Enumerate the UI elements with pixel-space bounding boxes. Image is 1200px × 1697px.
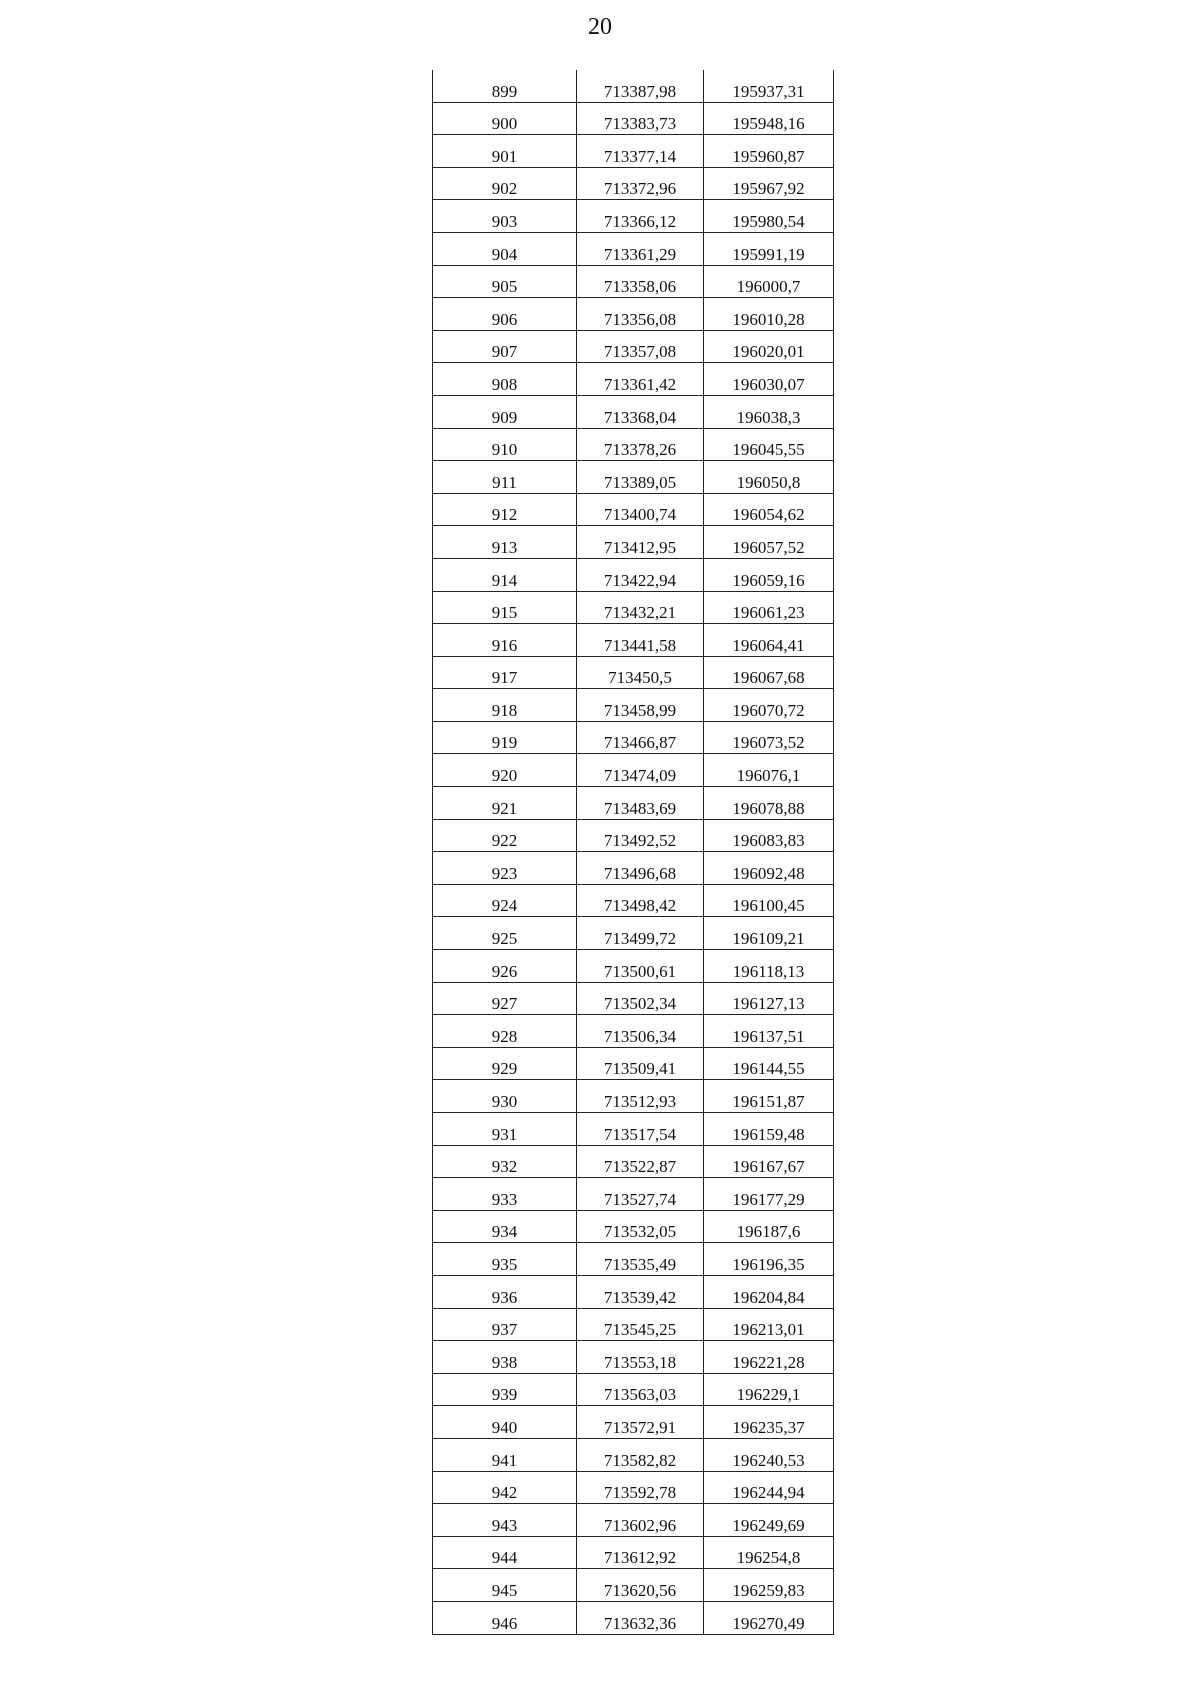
coordinates-table	[432, 70, 834, 1635]
table-row	[433, 1243, 834, 1276]
y-coordinate-cell: 196118,13	[704, 950, 834, 983]
point-number-cell: 920	[433, 754, 577, 787]
point-number-cell: 934	[433, 1210, 577, 1243]
point-number-cell: 916	[433, 624, 577, 657]
point-number-cell: 942	[433, 1471, 577, 1504]
point-number-cell: 922	[433, 819, 577, 852]
table-row	[433, 265, 834, 298]
table-row	[433, 493, 834, 526]
x-coordinate-cell: 713466,87	[577, 721, 704, 754]
y-coordinate-cell: 196240,53	[704, 1438, 834, 1471]
y-coordinate-cell: 196073,52	[704, 721, 834, 754]
y-coordinate-cell: 196000,7	[704, 265, 834, 298]
point-number-cell: 932	[433, 1145, 577, 1178]
point-number-cell: 901	[433, 135, 577, 168]
point-number-cell: 933	[433, 1178, 577, 1211]
x-coordinate-cell: 713377,14	[577, 135, 704, 168]
table-row	[433, 950, 834, 983]
x-coordinate-cell: 713356,08	[577, 298, 704, 331]
point-number-cell: 945	[433, 1569, 577, 1602]
x-coordinate-cell: 713502,34	[577, 982, 704, 1015]
table-row	[433, 102, 834, 135]
y-coordinate-cell: 195967,92	[704, 167, 834, 200]
table-row	[433, 1047, 834, 1080]
y-coordinate-cell: 196127,13	[704, 982, 834, 1015]
x-coordinate-cell: 713361,42	[577, 363, 704, 396]
point-number-cell: 909	[433, 395, 577, 428]
x-coordinate-cell: 713422,94	[577, 558, 704, 591]
x-coordinate-cell: 713387,98	[577, 70, 704, 102]
table-row	[433, 852, 834, 885]
y-coordinate-cell: 196187,6	[704, 1210, 834, 1243]
x-coordinate-cell: 713400,74	[577, 493, 704, 526]
x-coordinate-cell: 713412,95	[577, 526, 704, 559]
y-coordinate-cell: 196070,72	[704, 689, 834, 722]
point-number-cell: 928	[433, 1015, 577, 1048]
table-row	[433, 884, 834, 917]
x-coordinate-cell: 713535,49	[577, 1243, 704, 1276]
x-coordinate-cell: 713539,42	[577, 1275, 704, 1308]
point-number-cell: 921	[433, 787, 577, 820]
point-number-cell: 914	[433, 558, 577, 591]
point-number-cell: 944	[433, 1536, 577, 1569]
x-coordinate-cell: 713612,92	[577, 1536, 704, 1569]
point-number-cell: 946	[433, 1601, 577, 1634]
x-coordinate-cell: 713582,82	[577, 1438, 704, 1471]
x-coordinate-cell: 713366,12	[577, 200, 704, 233]
point-number-cell: 930	[433, 1080, 577, 1113]
table-row	[433, 1504, 834, 1537]
table-row	[433, 461, 834, 494]
coordinates-table-body	[433, 70, 834, 1634]
x-coordinate-cell: 713500,61	[577, 950, 704, 983]
x-coordinate-cell: 713545,25	[577, 1308, 704, 1341]
x-coordinate-cell: 713483,69	[577, 787, 704, 820]
y-coordinate-cell: 196235,37	[704, 1406, 834, 1439]
x-coordinate-cell: 713498,42	[577, 884, 704, 917]
y-coordinate-cell: 195991,19	[704, 232, 834, 265]
x-coordinate-cell: 713532,05	[577, 1210, 704, 1243]
y-coordinate-cell: 196045,55	[704, 428, 834, 461]
y-coordinate-cell: 196078,88	[704, 787, 834, 820]
table-row	[433, 1341, 834, 1374]
point-number-cell: 929	[433, 1047, 577, 1080]
y-coordinate-cell: 196100,45	[704, 884, 834, 917]
table-row	[433, 1536, 834, 1569]
x-coordinate-cell: 713358,06	[577, 265, 704, 298]
point-number-cell: 911	[433, 461, 577, 494]
x-coordinate-cell: 713378,26	[577, 428, 704, 461]
x-coordinate-cell: 713441,58	[577, 624, 704, 657]
y-coordinate-cell: 196057,52	[704, 526, 834, 559]
point-number-cell: 908	[433, 363, 577, 396]
table-row	[433, 232, 834, 265]
point-number-cell: 907	[433, 330, 577, 363]
point-number-cell: 905	[433, 265, 577, 298]
point-number-cell: 902	[433, 167, 577, 200]
point-number-cell: 943	[433, 1504, 577, 1537]
y-coordinate-cell: 196196,35	[704, 1243, 834, 1276]
x-coordinate-cell: 713368,04	[577, 395, 704, 428]
y-coordinate-cell: 196030,07	[704, 363, 834, 396]
y-coordinate-cell: 196204,84	[704, 1275, 834, 1308]
x-coordinate-cell: 713620,56	[577, 1569, 704, 1602]
y-coordinate-cell: 195960,87	[704, 135, 834, 168]
point-number-cell: 912	[433, 493, 577, 526]
point-number-cell: 931	[433, 1113, 577, 1146]
point-number-cell: 904	[433, 232, 577, 265]
x-coordinate-cell: 713361,29	[577, 232, 704, 265]
table-row	[433, 135, 834, 168]
point-number-cell: 918	[433, 689, 577, 722]
x-coordinate-cell: 713527,74	[577, 1178, 704, 1211]
y-coordinate-cell: 196229,1	[704, 1373, 834, 1406]
table-row	[433, 624, 834, 657]
y-coordinate-cell: 196213,01	[704, 1308, 834, 1341]
y-coordinate-cell: 196244,94	[704, 1471, 834, 1504]
point-number-cell: 941	[433, 1438, 577, 1471]
table-row	[433, 1178, 834, 1211]
x-coordinate-cell: 713512,93	[577, 1080, 704, 1113]
y-coordinate-cell: 195980,54	[704, 200, 834, 233]
y-coordinate-cell: 196076,1	[704, 754, 834, 787]
table-row	[433, 819, 834, 852]
table-row	[433, 1080, 834, 1113]
y-coordinate-cell: 196167,67	[704, 1145, 834, 1178]
x-coordinate-cell: 713563,03	[577, 1373, 704, 1406]
point-number-cell: 919	[433, 721, 577, 754]
table-row	[433, 787, 834, 820]
table-row	[433, 167, 834, 200]
x-coordinate-cell: 713592,78	[577, 1471, 704, 1504]
y-coordinate-cell: 196092,48	[704, 852, 834, 885]
table-row	[433, 591, 834, 624]
table-row	[433, 298, 834, 331]
point-number-cell: 926	[433, 950, 577, 983]
x-coordinate-cell: 713509,41	[577, 1047, 704, 1080]
x-coordinate-cell: 713372,96	[577, 167, 704, 200]
table-row	[433, 558, 834, 591]
point-number-cell: 925	[433, 917, 577, 950]
y-coordinate-cell: 196054,62	[704, 493, 834, 526]
y-coordinate-cell: 196221,28	[704, 1341, 834, 1374]
table-row	[433, 1015, 834, 1048]
table-row	[433, 1210, 834, 1243]
table-row	[433, 1438, 834, 1471]
y-coordinate-cell: 196083,83	[704, 819, 834, 852]
x-coordinate-cell: 713517,54	[577, 1113, 704, 1146]
x-coordinate-cell: 713432,21	[577, 591, 704, 624]
table-row	[433, 1373, 834, 1406]
table-row	[433, 395, 834, 428]
table-row	[433, 1308, 834, 1341]
x-coordinate-cell: 713496,68	[577, 852, 704, 885]
point-number-cell: 935	[433, 1243, 577, 1276]
y-coordinate-cell: 196010,28	[704, 298, 834, 331]
point-number-cell: 927	[433, 982, 577, 1015]
y-coordinate-cell: 196038,3	[704, 395, 834, 428]
y-coordinate-cell: 195937,31	[704, 70, 834, 102]
table-row	[433, 917, 834, 950]
table-row	[433, 721, 834, 754]
x-coordinate-cell: 713450,5	[577, 656, 704, 689]
y-coordinate-cell: 196177,29	[704, 1178, 834, 1211]
point-number-cell: 940	[433, 1406, 577, 1439]
point-number-cell: 917	[433, 656, 577, 689]
y-coordinate-cell: 196144,55	[704, 1047, 834, 1080]
table-row	[433, 1601, 834, 1634]
point-number-cell: 923	[433, 852, 577, 885]
point-number-cell: 913	[433, 526, 577, 559]
x-coordinate-cell: 713572,91	[577, 1406, 704, 1439]
y-coordinate-cell: 196137,51	[704, 1015, 834, 1048]
table-row	[433, 1113, 834, 1146]
x-coordinate-cell: 713632,36	[577, 1601, 704, 1634]
table-row	[433, 656, 834, 689]
table-row	[433, 1569, 834, 1602]
point-number-cell: 937	[433, 1308, 577, 1341]
page-number: 20	[588, 14, 612, 40]
table-row	[433, 428, 834, 461]
y-coordinate-cell: 195948,16	[704, 102, 834, 135]
y-coordinate-cell: 196050,8	[704, 461, 834, 494]
x-coordinate-cell: 713474,09	[577, 754, 704, 787]
table-row	[433, 1145, 834, 1178]
table-row	[433, 1275, 834, 1308]
y-coordinate-cell: 196064,41	[704, 624, 834, 657]
x-coordinate-cell: 713499,72	[577, 917, 704, 950]
x-coordinate-cell: 713553,18	[577, 1341, 704, 1374]
y-coordinate-cell: 196159,48	[704, 1113, 834, 1146]
point-number-cell: 936	[433, 1275, 577, 1308]
y-coordinate-cell: 196109,21	[704, 917, 834, 950]
x-coordinate-cell: 713492,52	[577, 819, 704, 852]
point-number-cell: 915	[433, 591, 577, 624]
x-coordinate-cell: 713389,05	[577, 461, 704, 494]
x-coordinate-cell: 713458,99	[577, 689, 704, 722]
point-number-cell: 910	[433, 428, 577, 461]
x-coordinate-cell: 713357,08	[577, 330, 704, 363]
y-coordinate-cell: 196254,8	[704, 1536, 834, 1569]
y-coordinate-cell: 196151,87	[704, 1080, 834, 1113]
x-coordinate-cell: 713602,96	[577, 1504, 704, 1537]
table-row	[433, 754, 834, 787]
x-coordinate-cell: 713522,87	[577, 1145, 704, 1178]
point-number-cell: 938	[433, 1341, 577, 1374]
table-row	[433, 1406, 834, 1439]
table-row	[433, 200, 834, 233]
point-number-cell: 903	[433, 200, 577, 233]
point-number-cell: 924	[433, 884, 577, 917]
point-number-cell: 906	[433, 298, 577, 331]
table-row	[433, 330, 834, 363]
y-coordinate-cell: 196059,16	[704, 558, 834, 591]
x-coordinate-cell: 713506,34	[577, 1015, 704, 1048]
table-row	[433, 526, 834, 559]
table-row	[433, 363, 834, 396]
y-coordinate-cell: 196259,83	[704, 1569, 834, 1602]
y-coordinate-cell: 196067,68	[704, 656, 834, 689]
y-coordinate-cell: 196270,49	[704, 1601, 834, 1634]
table-row	[433, 70, 834, 102]
point-number-cell: 939	[433, 1373, 577, 1406]
point-number-cell: 899	[433, 70, 577, 102]
y-coordinate-cell: 196061,23	[704, 591, 834, 624]
table-row	[433, 689, 834, 722]
x-coordinate-cell: 713383,73	[577, 102, 704, 135]
table-row	[433, 982, 834, 1015]
y-coordinate-cell: 196020,01	[704, 330, 834, 363]
y-coordinate-cell: 196249,69	[704, 1504, 834, 1537]
table-row	[433, 1471, 834, 1504]
point-number-cell: 900	[433, 102, 577, 135]
